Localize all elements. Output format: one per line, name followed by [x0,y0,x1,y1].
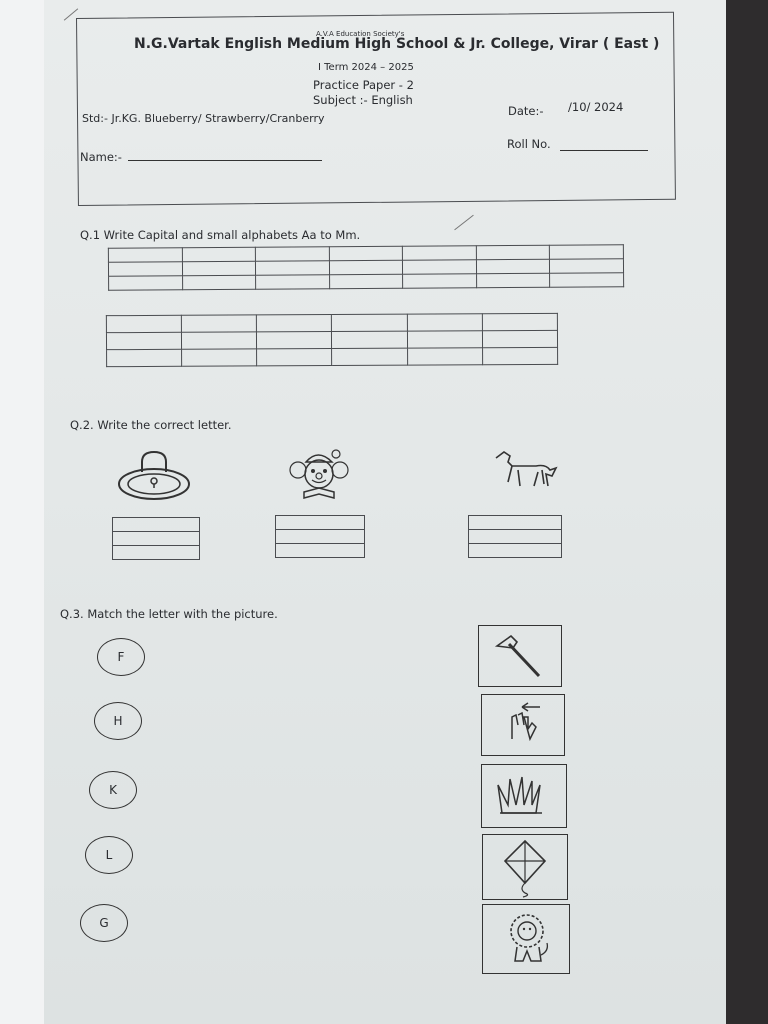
question-2: Q.2. Write the correct letter. [70,418,232,432]
paper-title: Practice Paper - 2 [313,78,414,92]
name-field[interactable] [128,160,322,161]
date-label: Date:- [508,104,544,118]
answer-box[interactable] [275,515,365,558]
grass-icon [482,765,566,827]
picture-box-grass[interactable] [481,764,567,828]
letter-circle-g[interactable]: G [80,904,128,942]
question-3: Q.3. Match the letter with the picture. [60,607,278,621]
kite-icon [483,835,567,899]
name-label: Name:- [80,150,122,164]
horse-icon [490,448,558,490]
term: I Term 2024 – 2025 [318,62,414,73]
answer-box[interactable] [468,515,562,558]
lion-icon [483,905,569,973]
roll-label: Roll No. [507,137,551,151]
writing-grid-2[interactable] [106,313,558,367]
hammer-icon [479,626,561,686]
subject: Subject :- English [313,93,413,107]
background-right [726,0,768,1024]
letter-circle-h[interactable]: H [94,702,142,740]
picture-box-hammer[interactable] [478,625,562,687]
letter-circle-l[interactable]: L [85,836,133,874]
question-1: Q.1 Write Capital and small alphabets Aa to Mm. [80,228,361,242]
picture-box-kite[interactable] [482,834,568,900]
standard: Std:- Jr.KG. Blueberry/ Strawberry/Cranberry [82,112,325,125]
lock-icon [116,448,192,502]
writing-grid-1[interactable] [108,244,624,291]
letter-circle-f[interactable]: F [97,638,145,676]
background-left [0,0,44,1024]
picture-box-lion[interactable] [482,904,570,974]
school-name: N.G.Vartak English Medium High School & Jr. College, Virar ( East ) [134,36,660,52]
picture-box-hand[interactable] [481,694,565,756]
clown-icon [286,446,352,502]
society-name: A.V.A Education Society's [316,30,405,38]
answer-box[interactable] [112,517,200,560]
roll-field[interactable] [560,150,648,151]
hand-icon [482,695,564,755]
letter-circle-k[interactable]: K [89,771,137,809]
date-value: /10/ 2024 [568,100,624,114]
